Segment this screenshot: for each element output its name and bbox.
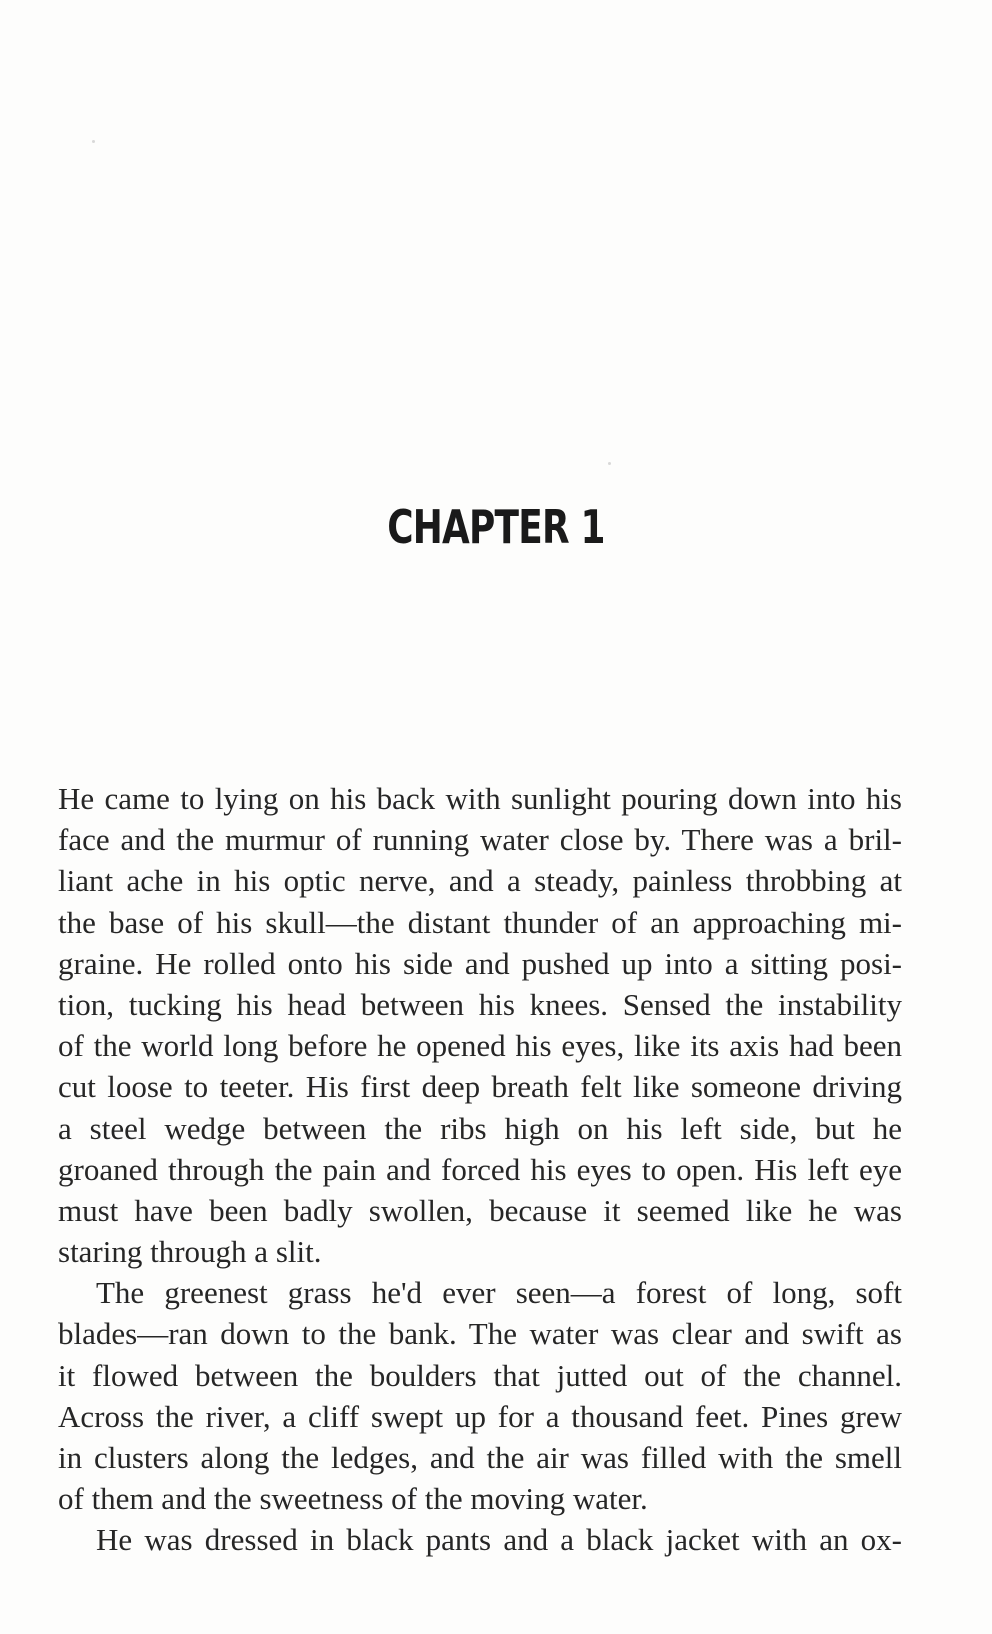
paper-speck (608, 462, 611, 465)
text-line: in clusters along the ledges, and the air was filled with the smell (58, 1440, 902, 1475)
paragraph-2 (58, 1272, 902, 1519)
paragraph-1 (58, 778, 902, 1272)
text-line: graine. He rolled onto his side and pushed up into a sitting posi- (58, 945, 902, 981)
text-line: a steel wedge between the ribs high on his left side, but he (58, 1110, 902, 1146)
text-line: tion, tucking his head between his knees. Sensed the instability (58, 986, 902, 1022)
text-line: Across the river, a cliff swept up for a thousand feet. Pines grew (58, 1398, 902, 1434)
paper-speck (92, 140, 95, 143)
text-line: cut loose to teeter. His first deep breath felt like someone driving (58, 1069, 902, 1105)
text-line: of the world long before he opened his eyes, like its axis had been (58, 1028, 902, 1064)
paragraph-3 (58, 1519, 902, 1560)
text-line: liant ache in his optic nerve, and a steady, painless throbbing at (58, 863, 902, 899)
text-line: staring through a slit. (58, 1234, 322, 1270)
text-line: it flowed between the boulders that jutted out of the channel. (58, 1357, 902, 1393)
text-line: The greenest grass he'd ever seen—a forest of long, soft (96, 1275, 902, 1311)
chapter-heading: CHAPTER 1 (387, 500, 605, 554)
text-line: He came to lying on his back with sunlight pouring down into his (58, 781, 902, 816)
text-line: face and the murmur of running water close by. There was a bril- (58, 822, 902, 858)
text-line: must have been badly swollen, because it seemed like he was (58, 1192, 902, 1228)
text-line: the base of his skull—the distant thunder of an approaching mi- (58, 904, 902, 940)
text-line: of them and the sweetness of the moving water. (58, 1481, 648, 1517)
text-line: groaned through the pain and forced his eyes to open. His left eye (58, 1151, 902, 1187)
text-line: He was dressed in black pants and a black jacket with an ox- (96, 1522, 902, 1558)
chapter-body (58, 778, 902, 1561)
text-line: blades—ran down to the bank. The water was clear and swift as (58, 1316, 902, 1352)
